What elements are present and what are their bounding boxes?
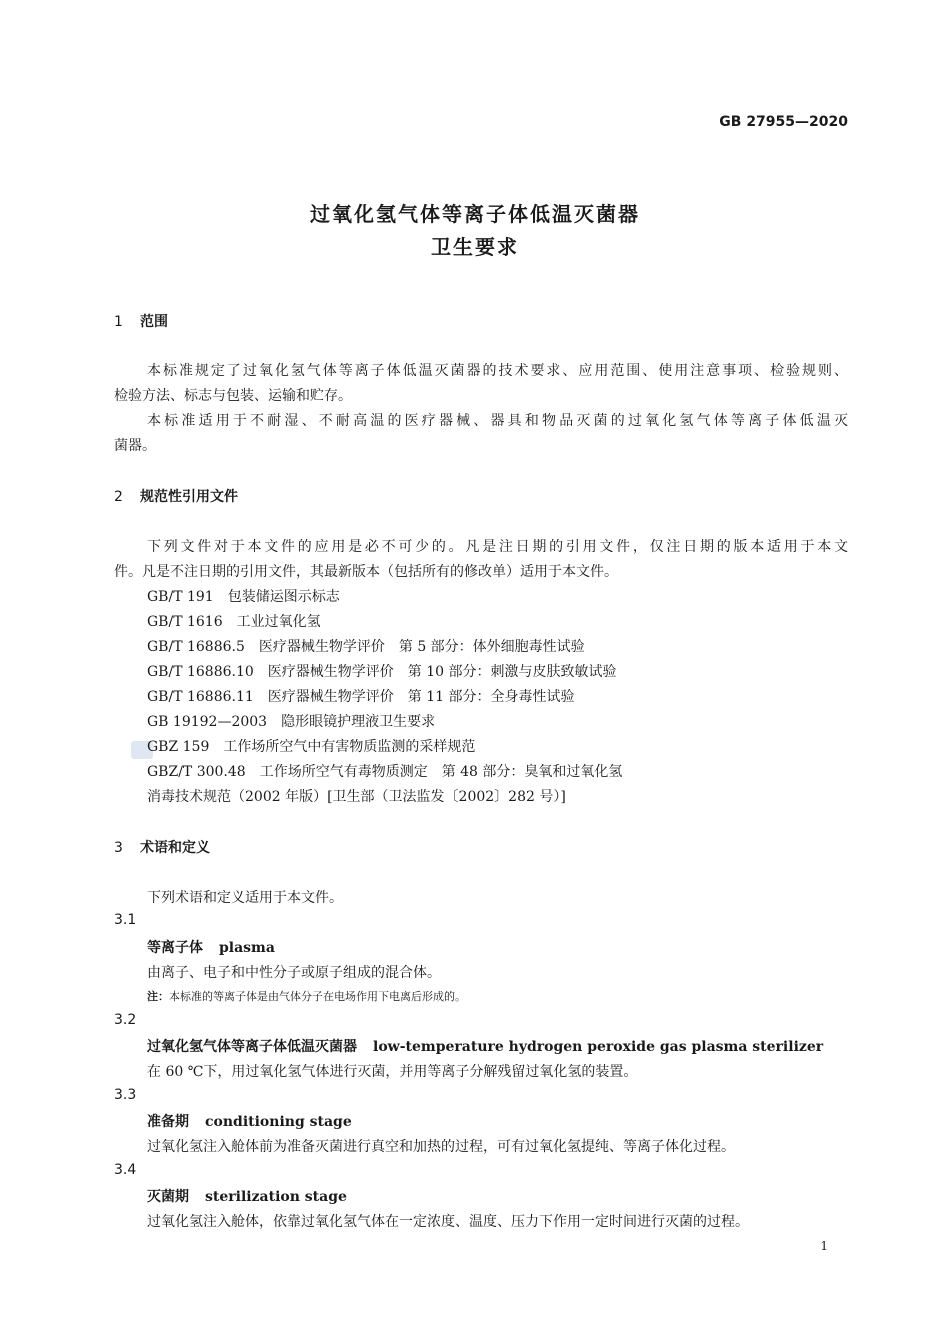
reference-title: 隐形眼镜护理液卫生要求	[281, 714, 436, 730]
reference-item	[147, 611, 321, 631]
reference-code: GB/T 16886.5	[147, 639, 245, 655]
section-number: 2	[114, 489, 123, 505]
reference-item	[147, 786, 566, 806]
clause-number: 3.4	[114, 1162, 137, 1178]
reference-title: 工业过氧化氢	[236, 614, 321, 630]
term-english: plasma	[219, 940, 275, 956]
section-title: 规范性引用文件	[140, 489, 238, 505]
term-english: low-temperature hydrogen peroxide gas plasma sterilizer	[373, 1039, 824, 1055]
reference-code: GB/T 1616	[147, 614, 223, 630]
clause-number: 3.3	[114, 1087, 137, 1103]
reference-code: GB/T 191	[147, 589, 214, 605]
term-chinese: 过氧化氢气体等离子体低温灭菌器	[147, 1039, 357, 1055]
paragraph-line: 下列文件对于本文件的应用是必不可少的。凡是注日期的引用文件，仅注日期的版本适用于本文	[147, 539, 848, 555]
reference-item	[147, 761, 622, 781]
reference-title: 医疗器械生物学评价 第 11 部分：全身毒性试验	[267, 689, 575, 705]
term-definition: 过氧化氢注入舱体前为准备灭菌进行真空和加热的过程，可有过氧化氢提纯、等离子体化过程。	[147, 1139, 735, 1155]
paragraph-line: 菌器。	[114, 438, 156, 454]
section-number: 3	[114, 840, 123, 856]
reference-code: GB/T 16886.11	[147, 689, 254, 705]
paragraph-line: 件。凡是不注日期的引用文件，其最新版本（包括所有的修改单）适用于本文件。	[114, 564, 618, 580]
reference-title: 工作场所空气有毒物质测定 第 48 部分：臭氧和过氧化氢	[259, 764, 623, 780]
reference-title: 包装储运图示标志	[227, 589, 340, 605]
reference-title: 消毒技术规范（2002 年版）[卫生部（卫法监发〔2002〕282 号）]	[147, 789, 566, 805]
reference-item	[147, 686, 575, 706]
term-chinese: 等离子体	[147, 940, 203, 956]
document-title-line1: 过氧化氢气体等离子体低温灭菌器	[310, 202, 640, 226]
term-heading	[147, 937, 275, 957]
reference-code: GBZ 159	[147, 739, 210, 755]
reference-item	[147, 636, 585, 656]
term-heading	[147, 1186, 347, 1206]
reference-item	[147, 711, 435, 731]
term-definition: 由离子、电子和中性分子或原子组成的混合体。	[147, 965, 441, 981]
reference-code: GBZ/T 300.48	[147, 764, 246, 780]
reference-item	[147, 661, 617, 681]
reference-code: GB/T 16886.10	[147, 664, 254, 680]
section-title: 术语和定义	[140, 840, 210, 856]
term-definition: 过氧化氢注入舱体，依靠过氧化氢气体在一定浓度、温度、压力下作用一定时间进行灭菌的过程。	[147, 1214, 749, 1230]
term-english: conditioning stage	[205, 1114, 352, 1130]
term-heading	[147, 1111, 352, 1131]
section-intro: 下列术语和定义适用于本文件。	[147, 890, 343, 906]
term-note	[147, 988, 466, 1004]
section-2-heading	[114, 486, 238, 506]
reference-code: GB 19192—2003	[147, 714, 268, 730]
clause-number: 3.1	[114, 912, 137, 928]
paragraph-line: 本标准适用于不耐湿、不耐高温的医疗器械、器具和物品灭菌的过氧化氢气体等离子体低温灭	[147, 413, 848, 429]
page-number: 1	[820, 1239, 828, 1253]
term-chinese: 准备期	[147, 1114, 189, 1130]
section-3-heading	[114, 837, 210, 857]
standard-code-header: GB 27955—2020	[719, 114, 848, 130]
term-english: sterilization stage	[205, 1189, 347, 1205]
note-label: 注：	[147, 990, 169, 1003]
term-definition: 在 60 ℃下，用过氧化氢气体进行灭菌，并用等离子分解残留过氧化氢的装置。	[147, 1064, 638, 1080]
reference-title: 医疗器械生物学评价 第 10 部分：刺激与皮肤致敏试验	[267, 664, 617, 680]
term-heading	[147, 1036, 823, 1056]
term-chinese: 灭菌期	[147, 1189, 189, 1205]
note-text: 本标准的等离子体是由气体分子在电场作用下电离后形成的。	[169, 990, 466, 1003]
section-number: 1	[114, 314, 123, 330]
section-1-heading	[114, 311, 168, 331]
clause-number: 3.2	[114, 1012, 137, 1028]
reference-title: 医疗器械生物学评价 第 5 部分：体外细胞毒性试验	[258, 639, 585, 655]
document-title-line2: 卫生要求	[431, 235, 519, 259]
paragraph-line: 检验方法、标志与包装、运输和贮存。	[114, 388, 352, 404]
section-title: 范围	[140, 314, 168, 330]
reference-item	[147, 736, 475, 756]
reference-item	[147, 586, 340, 606]
reference-title: 工作场所空气中有害物质监测的采样规范	[223, 739, 476, 755]
paragraph-line: 本标准规定了过氧化氢气体等离子体低温灭菌器的技术要求、应用范围、使用注意事项、检验规则、	[147, 363, 848, 379]
